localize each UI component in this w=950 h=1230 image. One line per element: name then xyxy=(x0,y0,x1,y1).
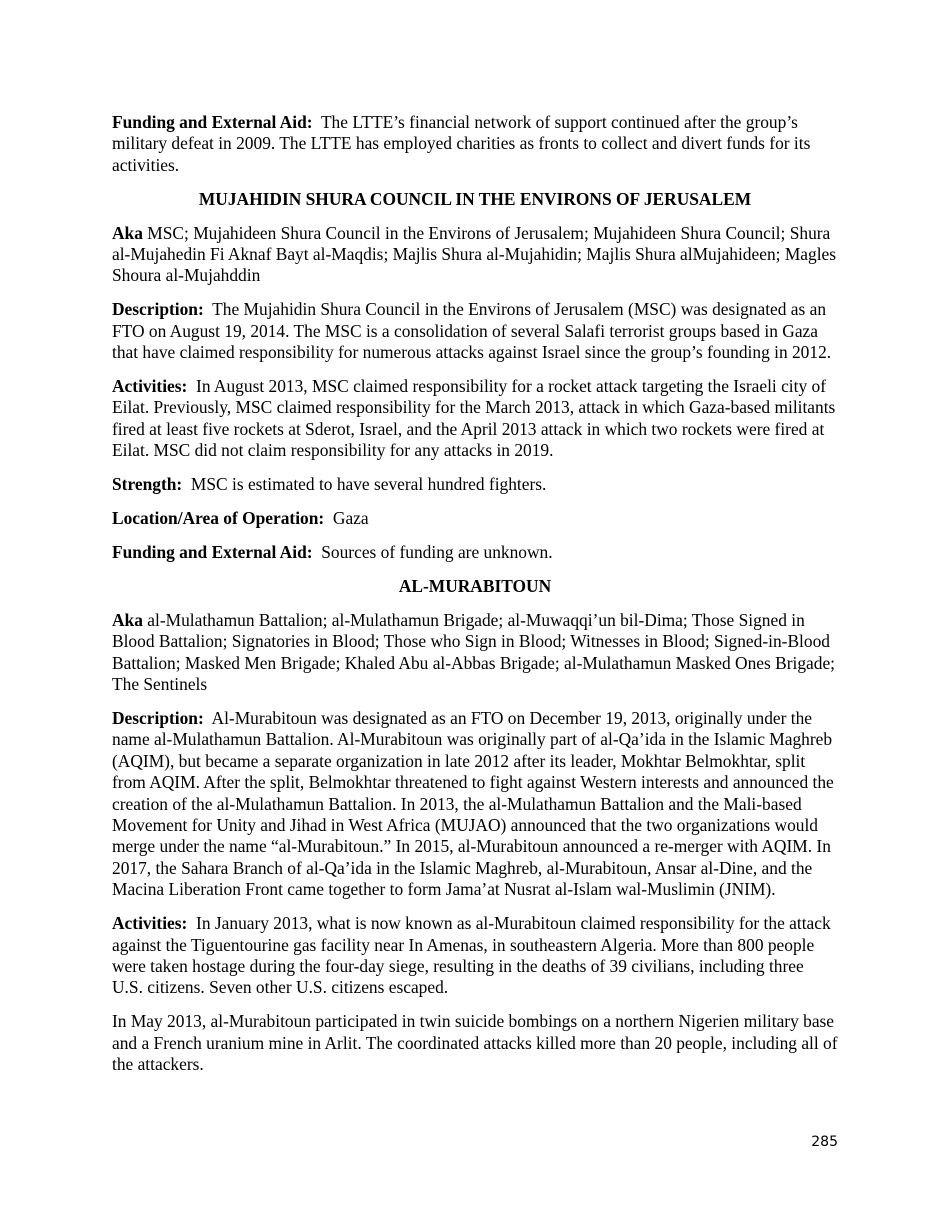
msc-section-heading: MUJAHIDIN SHURA COUNCIL IN THE ENVIRONS OF JERUSALEM xyxy=(198,188,752,209)
msc-location-label: Location/Area of Operation: xyxy=(112,508,325,529)
murabitoun-aka-text: al-Mulathamun Battalion; al-Mulathamun Brigade; al-Muwaqqi’un bil-Dima; Those Signed in Blood Battalion; Signatories in Blood; Those who Sign in Blood; Witnesses in Blood; Signed-in-Blood Battalion; Masked Men Brigade; Khaled Abu al-Abbas Brigade; al-Mulathamun Masked Ones Brigade; The Sentinels xyxy=(112,609,835,695)
page-number: 285 xyxy=(811,1134,838,1150)
msc-funding-text: Sources of funding are unknown. xyxy=(321,542,553,562)
murabitoun-description-label: Description: xyxy=(112,707,204,728)
msc-location-text: Gaza xyxy=(332,508,369,529)
msc-aka-paragraph xyxy=(112,223,838,287)
murabitoun-activities-text: In January 2013, what is now known as al-Murabitoun claimed responsibility for the attack against the Tiguentourine gas facility near In Amenas, in southeastern Algeria. More than 800 people were taken hostage during the four-day siege, resulting in the deaths of 39 civilians, including three U.S. citizens. Seven other U.S. citizens escaped. xyxy=(112,913,831,998)
msc-activities-paragraph xyxy=(112,376,838,462)
murabitoun-activities-label: Activities: xyxy=(112,913,188,934)
murabitoun-activities-paragraph-2: In May 2013, al-Murabitoun participated in twin suicide bombings on a northern Nigerien military base and a French uranium mine in Arlit. The coordinated attacks killed more than 20 people, including all of the attackers. xyxy=(112,1011,838,1075)
msc-activities-label: Activities: xyxy=(112,376,188,397)
msc-location-paragraph xyxy=(112,508,838,529)
msc-strength-label: Strength: xyxy=(112,474,183,495)
msc-strength-text: MSC is estimated to have several hundred fighters. xyxy=(190,474,547,495)
ltte-funding-text: The LTTE’s financial network of support continued after the group’s military defeat in 2009. The LTTE has employed charities as fronts to collect and divert funds for its activities. xyxy=(112,112,811,175)
msc-funding-paragraph xyxy=(112,542,838,563)
murabitoun-aka-label: Aka xyxy=(112,609,143,630)
murabitoun-section-heading: AL-MURABITOUN xyxy=(398,575,552,596)
msc-strength-paragraph xyxy=(112,474,838,495)
document-page xyxy=(112,112,838,1088)
murabitoun-description-paragraph xyxy=(112,708,838,901)
msc-activities-text: In August 2013, MSC claimed responsibility for a rocket attack targeting the Israeli city of Eilat. Previously, MSC claimed responsibility for the March 2013, attack in which Gaza-based militants fired at least five rockets at Sderot, Israel, and the April 2013 attack in which two rockets were fired at Eilat. MSC did not claim responsibility for any attacks in 2019. xyxy=(112,376,836,461)
msc-description-text: The Mujahidin Shura Council in the Environs of Jerusalem (MSC) was designated as an FTO on August 19, 2014. The MSC is a consolidation of several Salafi terrorist groups based in Gaza that have claimed responsibility for numerous attacks against Israel since the group’s founding in 2012. xyxy=(112,299,832,363)
ltte-funding-paragraph xyxy=(112,112,838,176)
msc-aka-label: Aka xyxy=(112,222,143,243)
msc-description-paragraph xyxy=(112,299,838,363)
ltte-funding-label: Funding and External Aid: xyxy=(112,112,313,132)
murabitoun-description-text: Al-Murabitoun was designated as an FTO on December 19, 2013, originally under the name al-Mulathamun Battalion. Al-Murabitoun was originally part of al-Qa’ida in the Islamic Maghreb (AQIM), but became a separate organization in late 2012 after its leader, Mokhtar Belmokhtar, split from AQIM. After the split, Belmokhtar threatened to fight against Western interests and announced the creation of the al-Mulathamun Battalion. In 2013, the al-Mulathamun Battalion and the Mali-based Movement for Unity and Jihad in West Africa (MUJAO) announced that the two organizations would merge under the name “al-Murabitoun.” In 2015, al-Murabitoun announced a re-merger with AQIM. In 2017, the Sahara Branch of al-Qa’ida in the Islamic Maghreb, al-Murabitoun, Ansar al-Dine, and the Macina Liberation Front came together to form Jama’at Nusrat al-Islam wal-Muslimin (JNIM). xyxy=(112,707,834,900)
murabitoun-activities-paragraph xyxy=(112,913,838,999)
msc-description-label: Description: xyxy=(112,299,204,320)
msc-aka-text: MSC; Mujahideen Shura Council in the Environs of Jerusalem; Mujahideen Shura Council; Shura al-Mujahedin Fi Aknaf Bayt al-Maqdis; Majlis Shura al-Mujahidin; Majlis Shura alMujahideen; Magles Shoura al-Mujahddin xyxy=(112,222,837,286)
msc-funding-label: Funding and External Aid: xyxy=(112,542,313,562)
murabitoun-aka-paragraph xyxy=(112,610,838,696)
